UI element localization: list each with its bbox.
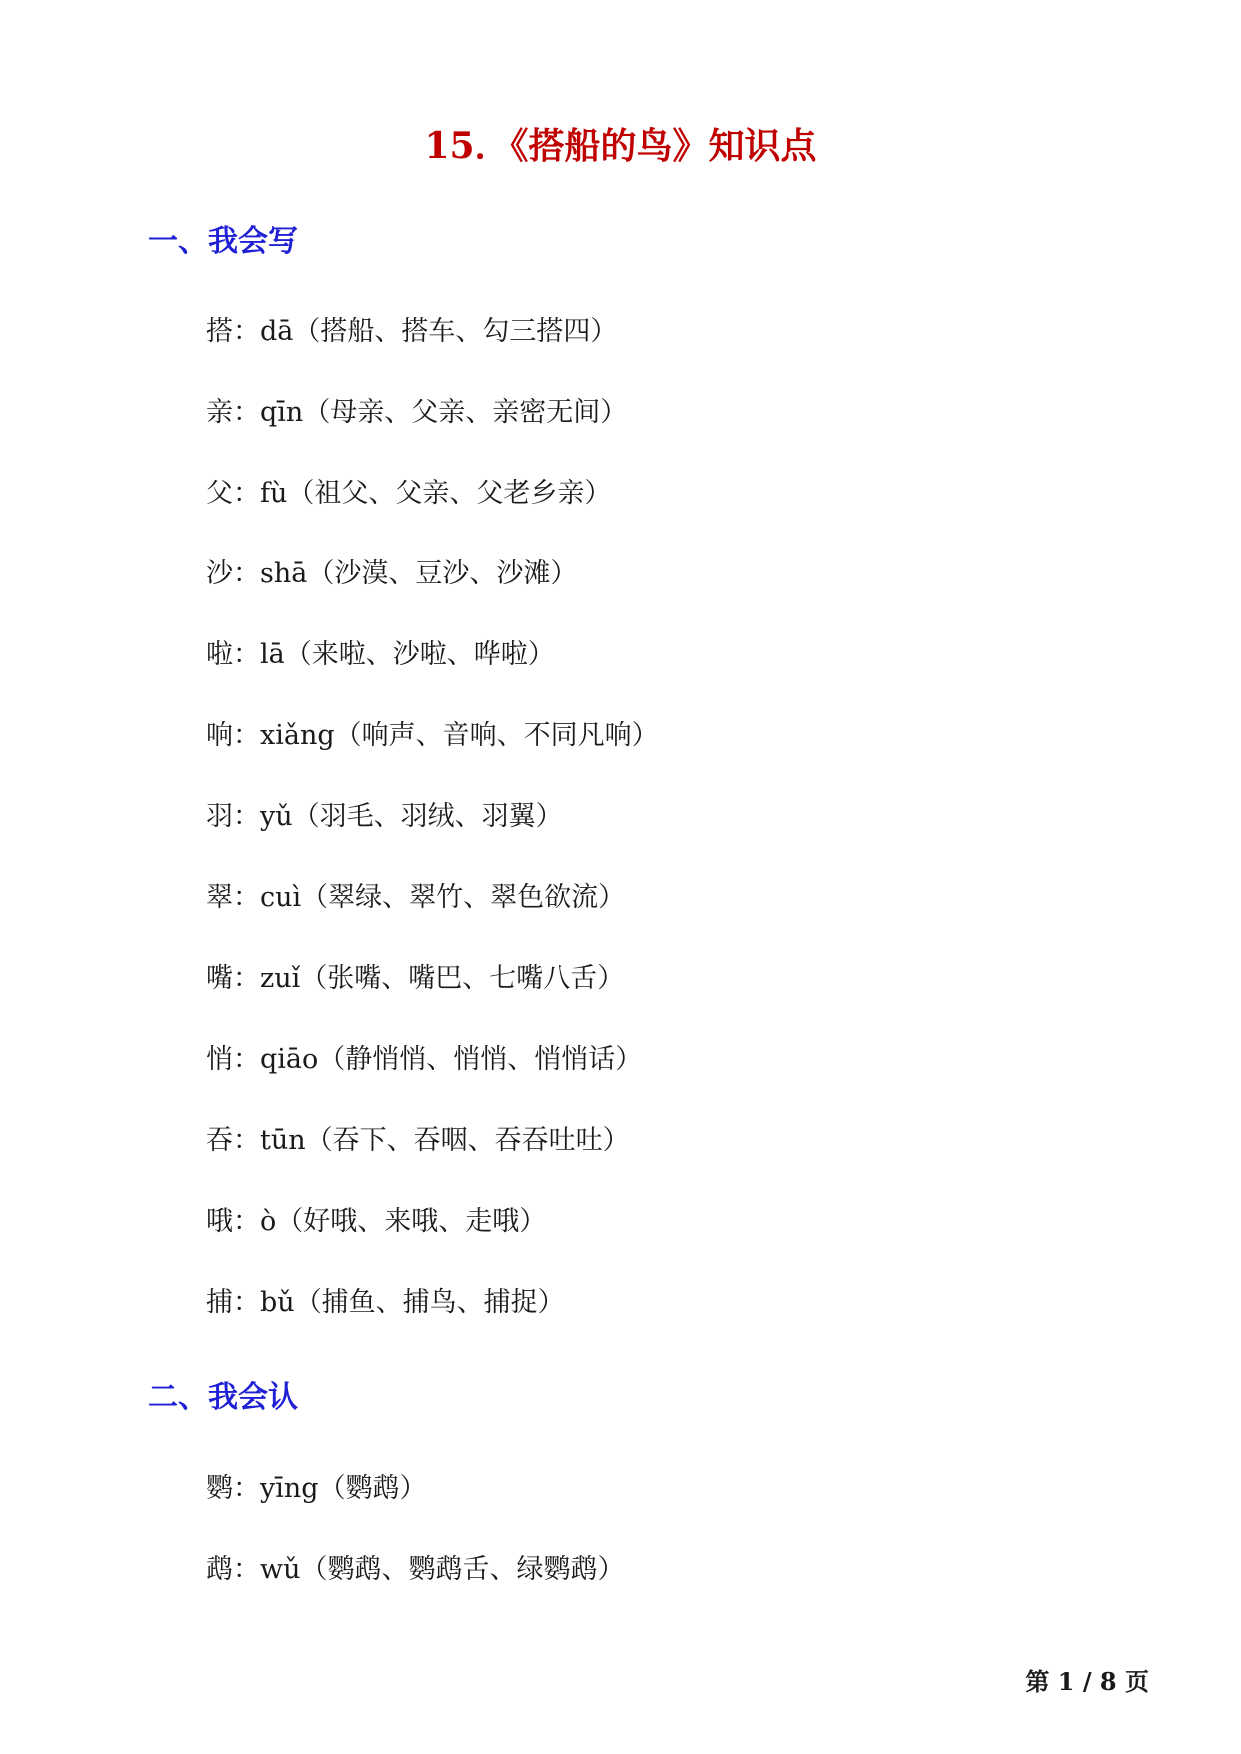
entry-pinyin: fù <box>260 478 288 509</box>
entry-colon: ： <box>233 882 260 913</box>
entry-colon: ： <box>233 316 260 347</box>
page-number: 第 1 / 8 页 <box>1025 1667 1149 1696</box>
entry-colon: ： <box>233 1287 260 1318</box>
entry-char: 嘴 <box>206 963 233 994</box>
entry-colon: ： <box>233 801 260 832</box>
entry-pinyin: zuǐ <box>260 963 301 994</box>
entry-char: 鹦 <box>206 1473 233 1504</box>
entry-char: 羽 <box>206 801 233 832</box>
entry-colon: ： <box>233 558 260 589</box>
vocab-entry <box>206 1123 630 1159</box>
entry-colon: ： <box>233 639 260 670</box>
entry-colon: ： <box>233 1125 260 1156</box>
section-heading-write: 一、我会写 <box>148 224 298 259</box>
vocab-entry <box>206 961 624 997</box>
vocab-entry <box>206 1471 427 1507</box>
entry-words: （吞下、吞咽、吞吞吐吐） <box>305 1125 630 1156</box>
entry-colon: ： <box>233 1044 260 1075</box>
vocab-entry <box>206 799 563 835</box>
vocab-entry <box>206 1285 565 1321</box>
entry-pinyin: cuì <box>260 882 302 913</box>
entry-words: （沙漠、豆沙、沙滩） <box>307 558 578 589</box>
entry-char: 啦 <box>206 639 233 670</box>
entry-char: 鹉 <box>206 1554 233 1585</box>
entry-pinyin: ò <box>260 1206 277 1237</box>
entry-char: 搭 <box>206 316 233 347</box>
vocab-entry <box>206 637 555 673</box>
entry-pinyin: qīn <box>260 397 304 428</box>
vocab-entry <box>206 1042 642 1078</box>
entry-words: （翠绿、翠竹、翠色欲流） <box>301 882 626 913</box>
entry-colon: ： <box>233 1206 260 1237</box>
entry-words: （捕鱼、捕鸟、捕捉） <box>294 1287 565 1318</box>
entry-colon: ： <box>233 478 260 509</box>
entry-words: （母亲、父亲、亲密无间） <box>303 397 628 428</box>
entry-char: 哦 <box>206 1206 233 1237</box>
entry-char: 吞 <box>206 1125 233 1156</box>
entry-char: 亲 <box>206 397 233 428</box>
vocab-entry <box>206 395 627 431</box>
entry-char: 沙 <box>206 558 233 589</box>
entry-char: 翠 <box>206 882 233 913</box>
entry-words: （静悄悄、悄悄、悄悄话） <box>318 1044 643 1075</box>
entry-pinyin: yīng <box>260 1473 319 1504</box>
vocab-entry <box>206 718 659 754</box>
section-heading-recognize: 二、我会认 <box>148 1380 298 1415</box>
entry-words: （来啦、沙啦、哗啦） <box>284 639 555 670</box>
entry-words: （鹦鹉、鹦鹉舌、绿鹦鹉） <box>300 1554 625 1585</box>
entry-pinyin: dā <box>260 316 294 347</box>
entry-words: （张嘴、嘴巴、七嘴八舌） <box>300 963 625 994</box>
vocab-entry <box>206 314 617 350</box>
entry-colon: ： <box>233 1473 260 1504</box>
page-title: 15．《搭船的鸟》知识点 <box>424 125 817 167</box>
entry-pinyin: xiǎng <box>260 720 335 751</box>
entry-pinyin: yǔ <box>260 801 293 832</box>
entry-pinyin: qiāo <box>260 1044 319 1075</box>
vocab-entry <box>206 476 611 512</box>
entry-words: （羽毛、羽绒、羽翼） <box>292 801 563 832</box>
entry-words: （祖父、父亲、父老乡亲） <box>287 478 612 509</box>
entry-words: （响声、音响、不同凡响） <box>334 720 659 751</box>
entry-words: （搭船、搭车、勾三搭四） <box>293 316 618 347</box>
entry-colon: ： <box>233 963 260 994</box>
entry-pinyin: bǔ <box>260 1287 295 1318</box>
entry-char: 捕 <box>206 1287 233 1318</box>
entry-words: （好哦、来哦、走哦） <box>276 1206 547 1237</box>
entry-char: 悄 <box>206 1044 233 1075</box>
entry-pinyin: shā <box>260 558 308 589</box>
entry-colon: ： <box>233 397 260 428</box>
entry-words: （鹦鹉） <box>318 1473 427 1504</box>
entry-colon: ： <box>233 720 260 751</box>
vocab-entry <box>206 1552 625 1588</box>
vocab-entry <box>206 1204 546 1240</box>
entry-pinyin: lā <box>260 639 285 670</box>
entry-pinyin: tūn <box>260 1125 306 1156</box>
entry-char: 父 <box>206 478 233 509</box>
entry-colon: ： <box>233 1554 260 1585</box>
entry-char: 响 <box>206 720 233 751</box>
vocab-entry <box>206 556 577 592</box>
entry-pinyin: wǔ <box>260 1554 301 1585</box>
vocab-entry <box>206 880 625 916</box>
